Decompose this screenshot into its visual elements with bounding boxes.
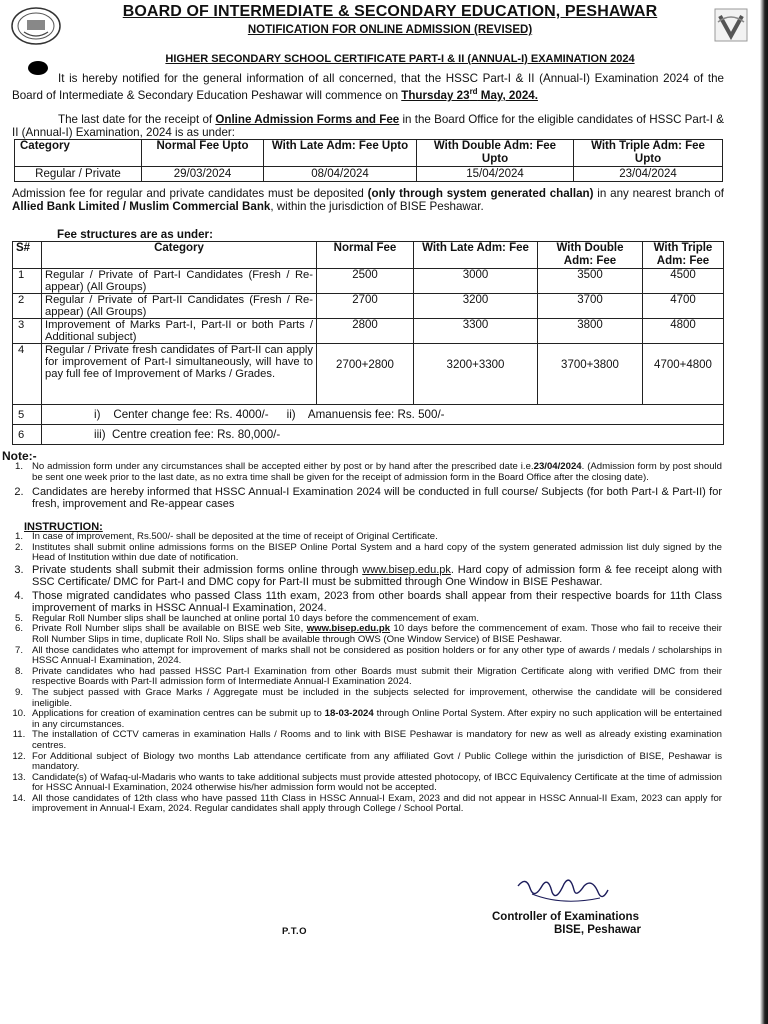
header-category: Category: [42, 242, 317, 269]
fee-cell: 3000: [414, 269, 538, 294]
note-heading: Note:-: [2, 449, 37, 463]
fee-structure-heading: Fee structures are as under:: [57, 228, 213, 241]
fee-cell: 2800: [317, 319, 414, 344]
fee-cell: 3300: [414, 319, 538, 344]
item-text: For Additional subject of Biology two months Lab attendance certificate from any affiliated Govt / Public College within the jurisdiction of BISE, Peshawar is mandatory.: [32, 750, 722, 773]
category-cell: Regular / Private of Part-II Candidates (Fresh / Re-appear) (All Groups): [42, 294, 317, 319]
sn-cell: 6: [13, 425, 42, 445]
deadline-date: 23/04/2024: [533, 461, 582, 472]
item-number: 8.: [14, 665, 23, 677]
fee-cell: 3700+3800: [538, 344, 643, 405]
item-text: Candidate(s) of Wafaq-ul-Madaris who wants to take additional subjects must provide attested photocopy, of IBCC Equivalency Certificate at the time of admission for HSSC Annual-I Examination, 2024 otherwise his/her admission form would not be accepted.: [32, 771, 722, 794]
list-item: [8, 688, 722, 709]
intro-paragraph-1: [12, 72, 724, 102]
item-text: [32, 624, 722, 645]
item-text: [32, 564, 722, 588]
instruction-text-2: 10 days before the commencement of exam. Those who fail to receive their Roll Number Slips in time, duplicate Roll No. Slips shall be available through OWS (One Window Service) of BISE Peshawar.: [32, 623, 722, 645]
last-date-text: The last date for the receipt of: [58, 113, 216, 126]
item-number: 1.: [14, 461, 23, 472]
list-item: [8, 624, 722, 645]
table-row: [13, 344, 724, 405]
item-text: [32, 462, 722, 483]
header-triple-fee: With Triple Adm: Fee: [643, 242, 724, 269]
list-item: [8, 590, 722, 614]
list-item: [8, 543, 722, 564]
centre-deadline: 18-03-2024: [324, 708, 374, 720]
list-item: [8, 532, 722, 543]
list-item: [8, 462, 722, 483]
intro-paragraph-2: [12, 113, 724, 139]
header-late-fee: With Late Adm: Fee: [414, 242, 538, 269]
bisep-link[interactable]: www.bisep.edu.pk: [306, 623, 391, 635]
sn-cell: 5: [13, 405, 42, 425]
fee-paragraph: [12, 187, 724, 213]
item-number: 10.: [12, 708, 26, 720]
header-normal: Normal Fee Upto: [142, 140, 264, 167]
instruction-text: Private Roll Number slips shall be available on BISE web Site,: [32, 623, 307, 635]
table-row: [13, 405, 724, 425]
item-number: 5.: [14, 612, 23, 624]
fee-cell: 3200+3300: [414, 344, 538, 405]
date-cell: 15/04/2024: [417, 167, 574, 182]
note-text: No admission form under any circumstances shall be accepted either by post or by hand after the prescribed date i.e.: [32, 461, 534, 472]
fee-text-2: in any nearest branch of: [593, 187, 724, 200]
note-text-2: . (Admission form by post should be sent one week prior to the last date, as no extra time shall be given for the receipt of admission form in the Board Office after the closing date).: [32, 461, 722, 483]
item-number: 14.: [12, 792, 26, 804]
item-number: 2.: [14, 486, 24, 499]
category-cell: Regular / Private: [15, 167, 142, 182]
table-row: [13, 319, 724, 344]
board-title: BOARD OF INTERMEDIATE & SECONDARY EDUCATION, PESHAWAR: [122, 3, 658, 20]
category-cell: Improvement of Marks Part-I, Part-II or both Parts / Additional subject): [42, 319, 317, 344]
bank-names: Allied Bank Limited / Muslim Commercial Bank: [12, 200, 271, 213]
list-item: [8, 752, 722, 773]
controller-title: Controller of Examinations: [492, 911, 639, 923]
fee-table-header: [13, 242, 724, 269]
date-cell: 23/04/2024: [574, 167, 723, 182]
fee-cell: 2500: [317, 269, 414, 294]
header-normal-fee: Normal Fee: [317, 242, 414, 269]
date-cell: 29/03/2024: [142, 167, 264, 182]
fee-cell: 2700: [317, 294, 414, 319]
list-item: [8, 667, 722, 688]
online-admission-phrase: Online Admission Forms and Fee: [215, 113, 400, 126]
center-change-fee: i) Center change fee: Rs. 4000/-: [94, 407, 269, 421]
dates-table-header: [15, 140, 723, 167]
instruction-text: Private students shall submit their admission forms online through: [32, 563, 363, 576]
item-text: Regular Roll Number slips shall be launched at online portal 10 days before the commencement of exam.: [32, 612, 479, 624]
instruction-list: [8, 532, 722, 815]
category-cell: Regular / Private of Part-I Candidates (Fresh / Re-appear) (All Groups): [42, 269, 317, 294]
item-text: Institutes shall submit online admissions forms on the BISEP Online Portal System and a hard copy of the system generated admission list duly signed by the Head of Institution within due date of notification.: [32, 541, 722, 564]
controller-office: BISE, Peshawar: [554, 924, 641, 936]
fee-cell: 4500: [643, 269, 724, 294]
board-logo-icon: [10, 6, 62, 46]
challan-phrase: (only through system generated challan): [367, 187, 594, 200]
item-number: 12.: [12, 750, 26, 762]
item-number: 1.: [14, 531, 23, 542]
table-row: [13, 294, 724, 319]
list-item: [8, 564, 722, 588]
header-late: With Late Adm: Fee Upto: [264, 140, 417, 167]
item-number: 13.: [12, 771, 26, 783]
fee-cell: 3700: [538, 294, 643, 319]
instruction-heading: INSTRUCTION:: [24, 521, 103, 533]
misc-fee-cell: [42, 405, 724, 425]
header-triple: With Triple Adm: Fee Upto: [574, 140, 723, 167]
item-text: In case of improvement, Rs.500/- shall be deposited at the time of receipt of Original Certificate.: [32, 531, 438, 542]
fee-cell: 3200: [414, 294, 538, 319]
list-item: [8, 773, 722, 794]
fee-cell: 4800: [643, 319, 724, 344]
item-number: 7.: [14, 644, 23, 656]
amanuensis-fee: ii) Amanuensis fee: Rs. 500/-: [286, 407, 445, 421]
fee-table: [12, 241, 724, 445]
item-text: Candidates are hereby informed that HSSC Annual-I Examination 2024 will be conducted in full course/ Subjects (for both Part-I & Part-II) for fresh, improvement and Re-appear cases: [32, 486, 722, 511]
notification-subtitle: NOTIFICATION FOR ONLINE ADMISSION (REVISED): [247, 24, 533, 36]
fee-cell: 4700: [643, 294, 724, 319]
sn-cell: 4: [13, 344, 42, 405]
sn-cell: 2: [13, 294, 42, 319]
fee-cell: 4700+4800: [643, 344, 724, 405]
category-cell: Regular / Private fresh candidates of Part-II can apply for improvement of Part-I simultaneously, will have to pay full fee of Improvement of Marks / Grades.: [42, 344, 317, 405]
instruction-text-2: . Hard copy of admission form & fee receipt along with SSC Certificate/ DMC for Part-I and DMC copy for Part-II must be submitted through One Window in BISE Peshawar.: [32, 563, 722, 588]
fee-text: Admission fee for regular and private candidates must be deposited: [12, 187, 368, 200]
instruction-text: Applications for creation of examination centres can be submit up to: [32, 708, 325, 720]
item-number: 11.: [12, 729, 26, 741]
header-category: Category: [15, 140, 142, 167]
list-item: [8, 709, 722, 730]
list-item: [8, 646, 722, 667]
item-number: 3.: [14, 563, 24, 576]
note-list: [8, 462, 722, 510]
fee-text-3: , within the jurisdiction of BISE Peshawar.: [270, 200, 484, 213]
list-item: [8, 730, 722, 751]
start-date: [401, 89, 538, 102]
item-number: 6.: [14, 623, 23, 635]
item-text: Those migrated candidates who passed Class 11th exam, 2023 from other boards shall appear from their respective boards for 11th Class improvement of marks in HSSC Annual-I Examination, 2024.: [32, 589, 722, 614]
start-date-day: Thursday 23: [401, 88, 470, 102]
item-number: 9.: [14, 686, 23, 698]
dates-table: [14, 139, 723, 182]
item-text: [32, 709, 722, 730]
centre-creation-fee: iii) Centre creation fee: Rs. 80,000/-: [42, 425, 724, 445]
fee-cell: 3800: [538, 319, 643, 344]
pto-label: P.T.O: [282, 926, 308, 937]
table-row: [13, 269, 724, 294]
last-date-text-2: in the Board Office for the eligible candidates of HSSC Part-I & II (Annual-I) Examination, 2024 is as under:: [12, 113, 724, 139]
item-text: All those candidates of 12th class who have passed 11th Class in HSSC Annual-I Exam, 2023 and did not appear in HSSC Annual-II Exam, 2023 can apply for improvement in Annual-I Exam, 2024. Regular candidates shall apply through College / School Portal.: [32, 792, 722, 815]
item-text: Private candidates who had passed HSSC Part-I Examination from other Boards must submit their Migration Certificate along with verified DMC from their respective Boards with Part-II admission form of Intermediate Annual-I Examination 2024.: [32, 665, 722, 688]
header-sn: S#: [13, 242, 42, 269]
instruction-text-2: through Online Portal System. After expiry no such application will be entertained in any circumstances.: [32, 708, 722, 730]
start-date-month: May, 2024.: [477, 88, 538, 102]
item-text: The subject passed with Grace Marks / Aggregate must be included in the subjects selected for improvement, otherwise the candidate will be considered ineligible.: [32, 686, 722, 709]
table-row: [15, 167, 723, 182]
date-cell: 08/04/2024: [264, 167, 417, 182]
item-number: 2.: [14, 541, 23, 553]
exam-heading: HIGHER SECONDARY SCHOOL CERTIFICATE PART-I & II (ANNUAL-I) EXAMINATION 2024: [165, 53, 635, 65]
intro-text: It is hereby notified for the general information of all concerned, that the HSSC Part-I & II (Annual-I) Examination 2024 of the Board of Intermediate & Secondary Education Peshawar will commence on: [12, 72, 724, 102]
signature-icon: [512, 872, 612, 912]
list-item: [8, 486, 722, 510]
header-double-fee: With Double Adm: Fee: [538, 242, 643, 269]
fee-cell: 3500: [538, 269, 643, 294]
bisep-link[interactable]: www.bisep.edu.pk: [362, 563, 451, 576]
list-item: [8, 794, 722, 815]
header-double: With Double Adm: Fee Upto: [417, 140, 574, 167]
fee-cell: 2700+2800: [317, 344, 414, 405]
item-text: The installation of CCTV cameras in examination Halls / Rooms and to link with BISE Peshawar is mandatory for new as well as already existing examination centres.: [32, 729, 722, 751]
start-date-suffix: rd: [469, 87, 478, 96]
sn-cell: 3: [13, 319, 42, 344]
quality-mark-icon: [714, 8, 748, 42]
item-text: All those candidates who attempt for improvement of marks shall not be considered as position holders or for any other type of awards / medals / scholarships in HSSC Annual-I Examination, 2024.: [32, 644, 722, 667]
table-row: [13, 425, 724, 445]
sn-cell: 1: [13, 269, 42, 294]
scan-edge: [760, 0, 768, 1024]
item-number: 4.: [14, 589, 24, 602]
